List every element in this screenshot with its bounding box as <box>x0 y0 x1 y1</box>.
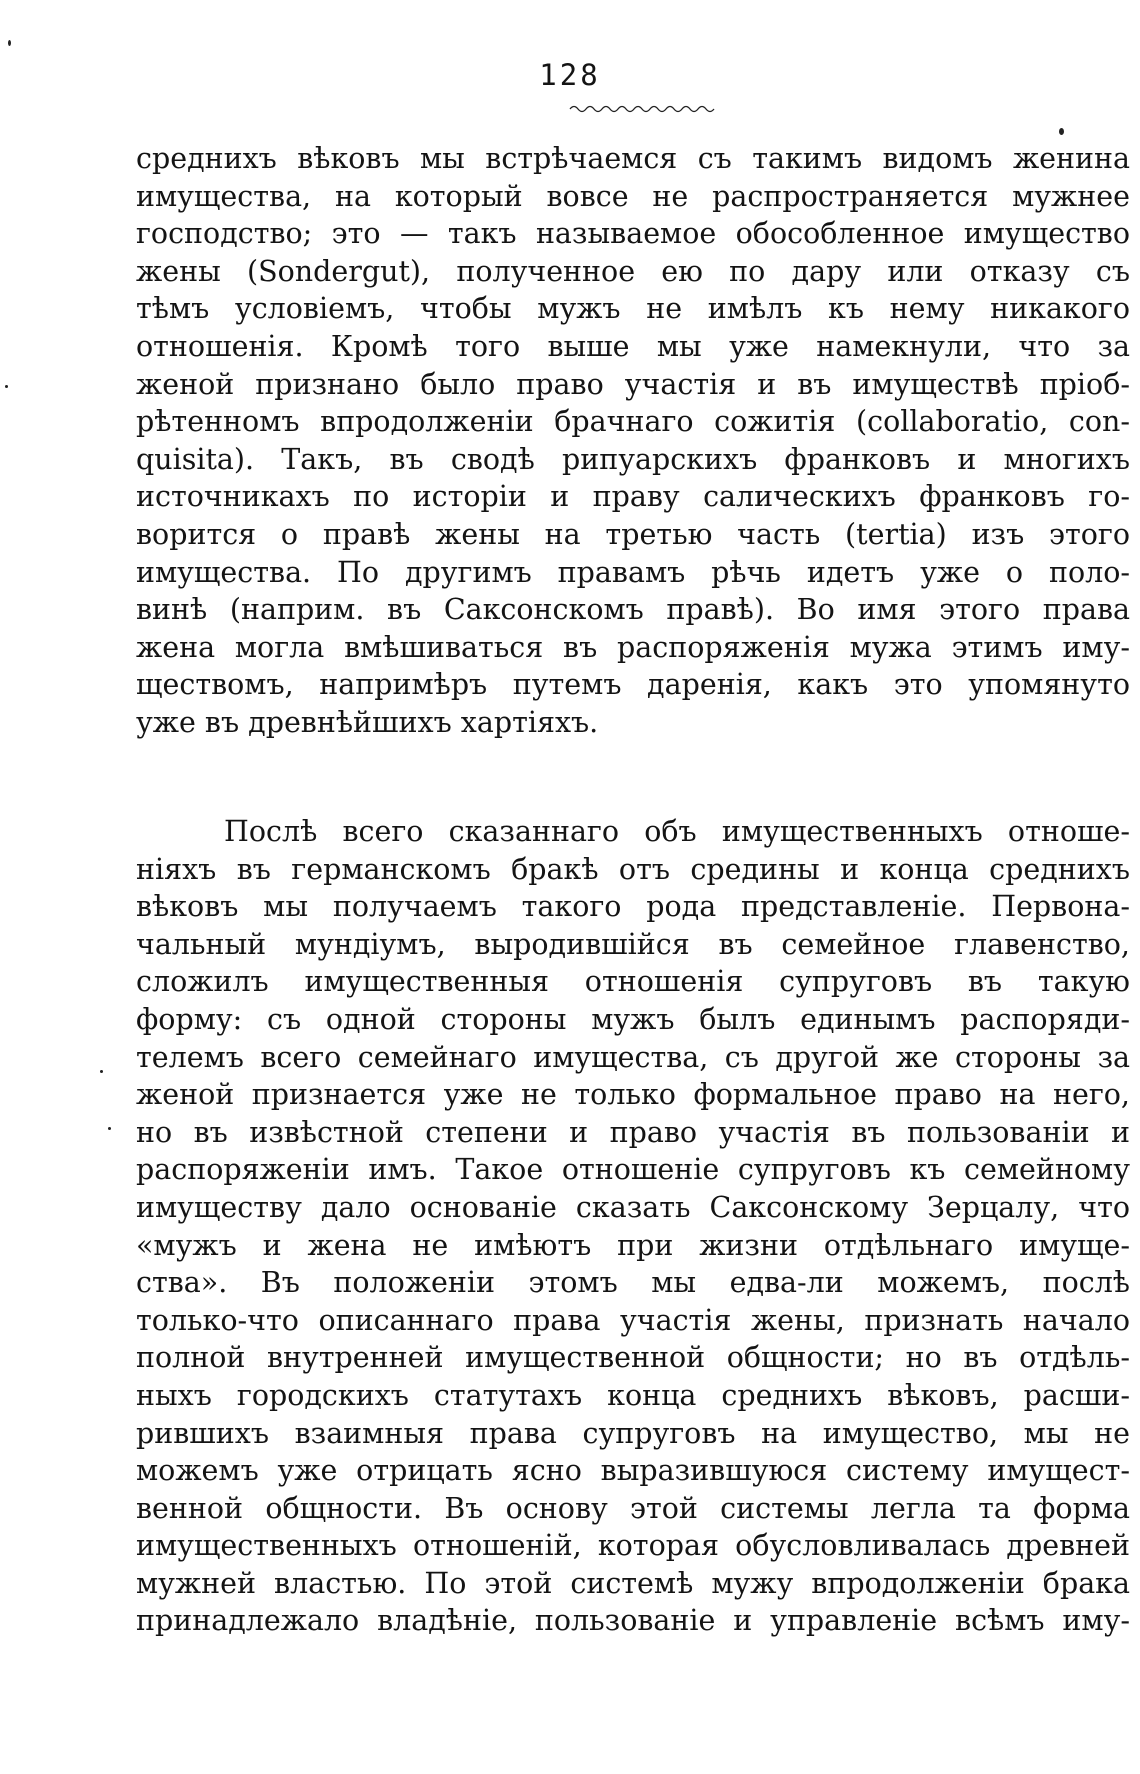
text-line: жены (Sondergut), полученное ею по дару или отказу съ <box>136 254 1130 288</box>
text-line: чальный мундіумъ, выродившійся въ семейное главенство, <box>136 927 1130 961</box>
text-line: можемъ уже отрицать ясно выразившуюся систему имущест- <box>136 1454 1130 1488</box>
text-line: жена могла вмѣшиваться въ распоряженія мужа этимъ иму- <box>136 630 1130 664</box>
text-line: винѣ (наприм. въ Саксонскомъ правѣ). Во имя этого права <box>136 593 1130 627</box>
text-line: отношенія. Кромѣ того выше мы уже намекнули, что за <box>136 329 1130 363</box>
text-line: женой признано было право участія и въ имуществѣ пріоб- <box>136 367 1130 401</box>
scan-speck <box>1059 128 1064 135</box>
text-line: но въ извѣстной степени и право участія въ пользованіи и <box>136 1115 1130 1149</box>
scan-speck <box>8 40 11 46</box>
paragraph-1 <box>136 140 1130 742</box>
text-line: ворится о правѣ жены на третью часть (tertia) изъ этого <box>136 517 1130 551</box>
text-line: женой признается уже не только формальное право на него, <box>136 1078 1130 1112</box>
text-line: только-что описаннаго права участія жены, признать начало <box>136 1303 1130 1337</box>
text-line: среднихъ вѣковъ мы встрѣчаемся съ такимъ видомъ женина <box>136 142 1130 175</box>
text-line: ства». Въ положеніи этомъ мы едва-ли можемъ, послѣ <box>136 1266 1130 1300</box>
text-line: мужней властью. По этой системѣ мужу впродолженіи брака <box>136 1566 1130 1600</box>
text-line: источникахъ по исторіи и праву салическихъ франковъ го- <box>136 480 1130 514</box>
paragraph-2 <box>136 813 1130 1640</box>
text-line: рившихъ взаимныя права супруговъ на имущество, мы не <box>136 1416 1130 1450</box>
scan-speck <box>108 1127 111 1130</box>
text-line: ществомъ, напримѣръ путемъ даренія, какъ это упомянуто <box>136 668 1130 702</box>
scan-speck <box>5 385 8 388</box>
page-number: 128 <box>539 58 601 92</box>
text-line: ніяхъ въ германскомъ бракѣ отъ средины и конца среднихъ <box>136 852 1130 886</box>
text-line: венной общности. Въ основу этой системы легла та форма <box>136 1491 1130 1525</box>
text-line: тѣмъ условіемъ, чтобы мужъ не имѣлъ къ нему никакого <box>136 292 1130 326</box>
text-line: имущественныхъ отношеній, которая обусловливалась древней <box>136 1529 1130 1563</box>
text-line: «мужъ и жена не имѣютъ при жизни отдѣльнаго имуще- <box>136 1228 1130 1262</box>
text-line: принадлежало владѣніе, пользованіе и управленіе всѣмъ иму- <box>136 1604 1130 1638</box>
text-line: форму: съ одной стороны мужъ былъ единымъ распоряди- <box>136 1002 1130 1036</box>
decorative-rule <box>568 100 718 114</box>
text-line: вѣковъ мы получаемъ такого рода представленіе. Первона- <box>136 890 1130 924</box>
text-line: имущества. По другимъ правамъ рѣчь идетъ уже о поло- <box>136 555 1130 589</box>
text-line: господство; это — такъ называемое обособленное имущество <box>136 217 1130 251</box>
text-line: имуществу дало основаніе сказать Саксонскому Зерцалу, что <box>136 1190 1130 1224</box>
text-line: рѣтенномъ впродолженіи брачнаго сожитія (collaboratio, con- <box>136 405 1130 439</box>
text-line: Послѣ всего сказаннаго объ имущественныхъ отноше- <box>224 815 1130 848</box>
text-line: имущества, на который вовсе не распространяется мужнее <box>136 179 1130 213</box>
text-line: полной внутренней имущественной общности; но въ отдѣль- <box>136 1341 1130 1375</box>
text-line: ныхъ городскихъ статутахъ конца среднихъ вѣковъ, расши- <box>136 1378 1130 1412</box>
scan-speck <box>100 1070 103 1073</box>
text-line: quisita). Такъ, въ сводѣ рипуарскихъ франковъ и многихъ <box>136 442 1130 476</box>
text-line: сложилъ имущественныя отношенія супруговъ въ такую <box>136 965 1130 999</box>
text-line: распоряженіи имъ. Такое отношеніе супруговъ къ семейному <box>136 1153 1130 1187</box>
text-line: уже въ древнѣйшихъ хартіяхъ. <box>136 705 599 739</box>
text-line: телемъ всего семейнаго имущества, съ другой же стороны за <box>136 1040 1130 1074</box>
